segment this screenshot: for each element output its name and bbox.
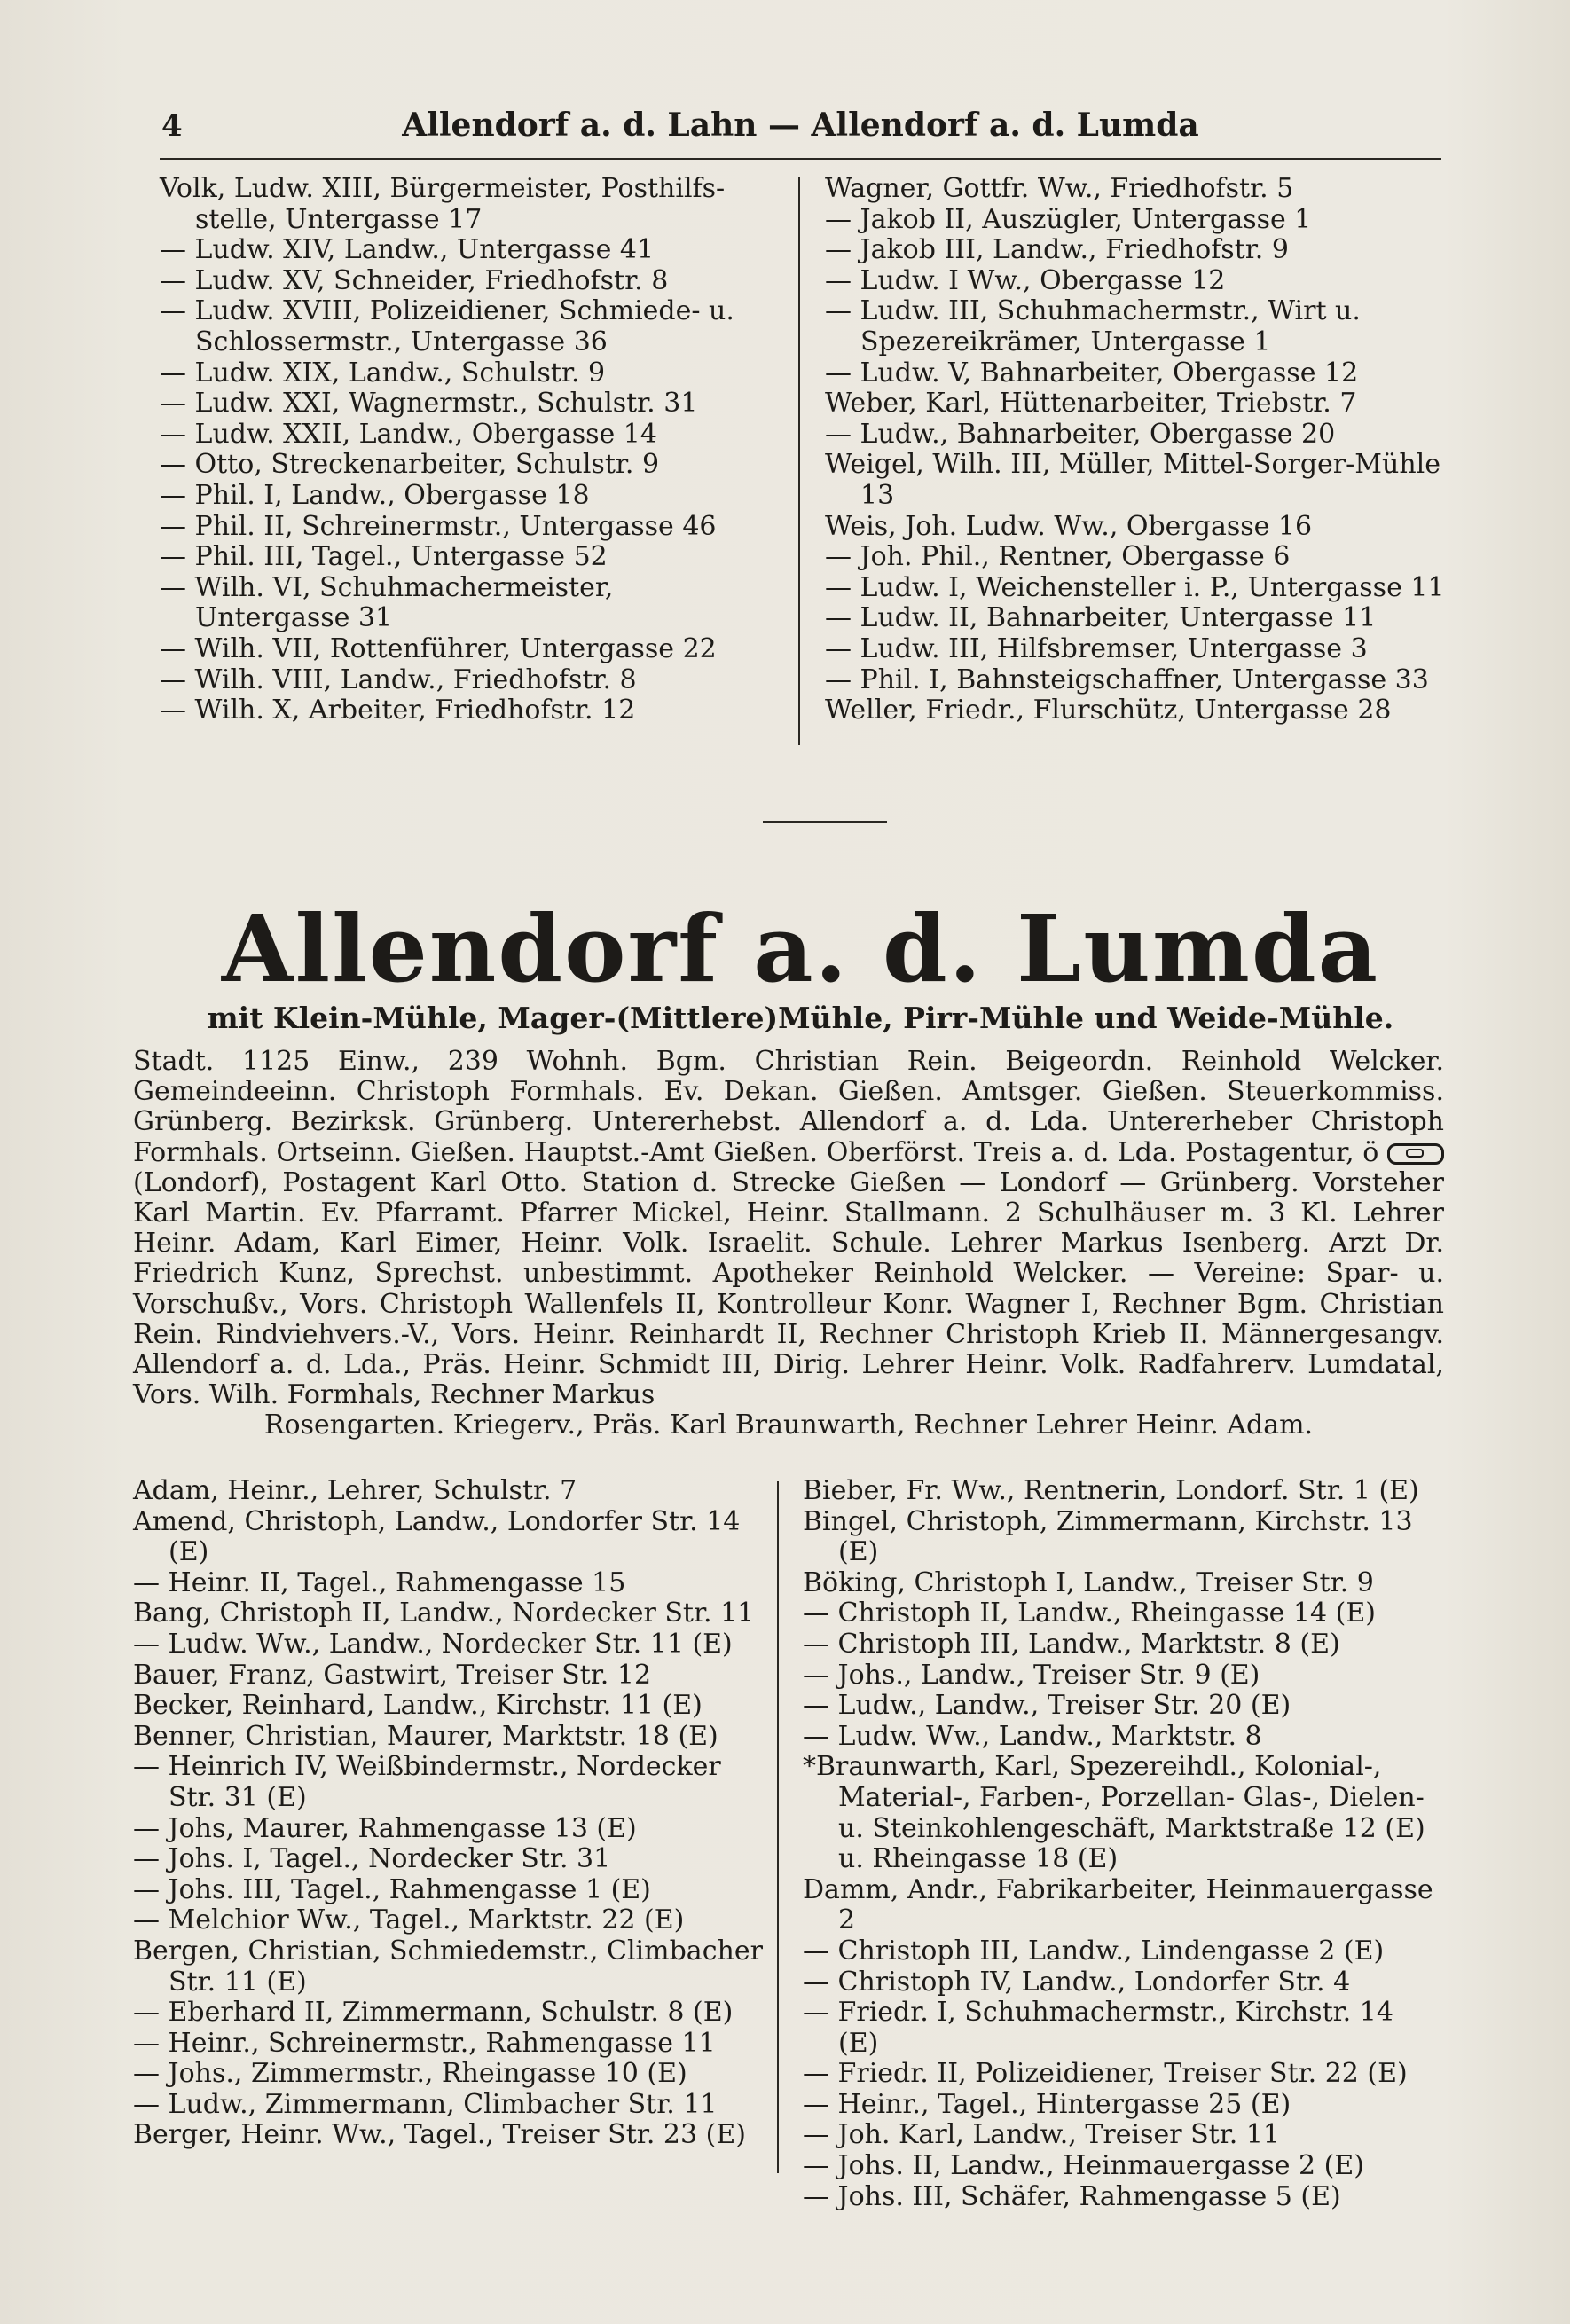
directory-entry: — Johs., Landw., Treiser Str. 9 (E) [803,1659,1260,1691]
directory-entry: Weber, Karl, Hüttenarbeiter, Triebstr. 7 [825,388,1357,420]
directory-entry: — Ludw. I Ww., Obergasse 12 [825,264,1226,296]
page-header [160,105,1441,160]
postal-icon [1387,1143,1444,1165]
directory-entry: Bingel, Christoph, Zimmermann, Kirchstr. 13 (E) [803,1505,1422,1568]
directory-entry: — Ludw. Ww., Landw., Marktstr. 8 [803,1720,1262,1752]
directory-entry: — Phil. III, Tagel., Untergasse 52 [160,541,608,573]
directory-entry: — Ludw. XXII, Landw., Obergasse 14 [160,418,657,450]
directory-column-bottom-right [803,1476,1441,2212]
directory-entry: — Wilh. VII, Rottenführer, Untergasse 22 [160,632,717,664]
directory-entry: — Johs. III, Tagel., Rahmengasse 1 (E) [133,1873,651,1905]
section-divider [763,821,887,823]
directory-entry: — Wilh. VI, Schuhmachermeister, Untergasse 31 [160,571,623,634]
directory-entry: — Ludw. XVIII, Polizeidiener, Schmiede- u. Schlossermstr., Untergasse 36 [160,295,743,357]
directory-entry: — Christoph III, Landw., Marktstr. 8 (E) [803,1628,1340,1660]
directory-entry: — Johs., Zimmermstr., Rheingasse 10 (E) [133,2058,687,2090]
directory-entry: — Otto, Streckenarbeiter, Schulstr. 9 [160,449,660,481]
directory-entry: — Ludw. V, Bahnarbeiter, Obergasse 12 [825,357,1359,389]
directory-entry: — Melchior Ww., Tagel., Marktstr. 22 (E) [133,1904,685,1936]
directory-entry: Damm, Andr., Fabrikarbeiter, Heinmauergasse 2 [803,1873,1442,1936]
directory-entry: — Ludw. XV, Schneider, Friedhofstr. 8 [160,264,669,296]
directory-entry: — Eberhard II, Zimmermann, Schulstr. 8 (E) [133,1997,734,2029]
directory-entry: — Jakob II, Auszügler, Untergasse 1 [825,203,1312,235]
directory-entry: — Jakob III, Landw., Friedhofstr. 9 [825,234,1289,266]
directory-entry: Bauer, Franz, Gastwirt, Treiser Str. 12 [133,1659,652,1691]
directory-entry: Bang, Christoph II, Landw., Nordecker Str. 11 [133,1598,755,1629]
section-subtitle: mit Klein-Mühle, Mager-(Mittlere)Mühle, Pirr-Mühle und Weide-Mühle. [207,1001,1394,1035]
town-info-paragraph [133,1047,1444,1441]
running-title: Allendorf a. d. Lahn — Allendorf a. d. Lumda [402,106,1199,144]
directory-entry: Benner, Christian, Maurer, Marktstr. 18 (E) [133,1720,718,1752]
directory-entry: — Ludw., Bahnarbeiter, Obergasse 20 [825,418,1336,450]
column-divider-top [798,177,800,745]
town-info-last-line: Rosengarten. Kriegerv., Präs. Karl Braunwarth, Rechner Lehrer Heinr. Adam. [263,1409,1314,1441]
directory-entry: — Ludw. III, Schuhmachermstr., Wirt u. Spezereikrämer, Untergasse 1 [825,295,1370,357]
directory-entry: — Johs, Maurer, Rahmengasse 13 (E) [133,1812,637,1844]
directory-entry: — Johs. II, Landw., Heinmauergasse 2 (E) [803,2150,1364,2182]
directory-entry: — Christoph II, Landw., Rheingasse 14 (E) [803,1598,1376,1629]
directory-entry: — Ludw. XIV, Landw., Untergasse 41 [160,234,655,266]
directory-column-bottom-left [133,1475,772,2151]
directory-entry: — Friedr. I, Schuhmachermstr., Kirchstr. 14 (E) [803,1997,1402,2059]
directory-entry: — Christoph III, Landw., Lindengasse 2 (E) [803,1935,1385,1967]
directory-entry: Berger, Heinr. Ww., Tagel., Treiser Str. 23 (E) [133,2119,746,2151]
directory-entry: — Johs. III, Schäfer, Rahmengasse 5 (E) [803,2180,1341,2212]
directory-entry: — Johs. I, Tagel., Nordecker Str. 31 [133,1843,611,1875]
town-info-text-2: (Londorf), Postagent Karl Otto. Station d. Strecke Gießen — Londorf — Grünberg. Vorsteher Karl Martin. Ev. Pfarramt. Pfarrer Mickel, Heinr. Stallmann. 2 Schulhäuser m. 3 Kl. Lehrer Heinr. Adam, Karl Eimer, Heinr. Volk. Israelit. Schule. Lehrer Markus Isenberg. Arzt Dr. Friedrich Kunz, Sprechst. unbestimmt. Apotheker Reinhold Welcker. — Vereine: Spar- u. Vorschußv., Vors. Christoph Wallenfels II, Kontrolleur Konr. Wagner I, Rechner Bgm. Christian Rein. Rindviehvers.-V., Vors. Heinr. Reinhardt II, Rechner Christoph Krieb II. Männergesangv. Allendorf a. d. Lda., Präs. Heinr. Schmidt III, Dirig. Lehrer Heinr. Volk. Radfahrerv. Lumdatal, Vors. Wilh. Formhals, Rechner Markus [133,1166,1444,1411]
directory-entry: — Phil. I, Landw., Obergasse 18 [160,479,590,511]
directory-column-top-left [160,174,756,726]
directory-entry: Bergen, Christian, Schmiedemstr., Climbacher Str. 11 (E) [133,1935,772,1998]
column-divider-bottom [777,1481,779,2173]
directory-entry: — Wilh. X, Arbeiter, Friedhofstr. 12 [160,695,636,726]
directory-entry: — Ludw., Landw., Treiser Str. 20 (E) [803,1690,1291,1722]
directory-entry: — Joh. Karl, Landw., Treiser Str. 11 [803,2119,1281,2151]
directory-entry: *Braunwarth, Karl, Spezereihdl., Kolonial-, Material-, Farben-, Porzellan- Glas-, Dielen- u. Steinkohlengeschäft, Marktstraße 12 (E) u. Rheingasse 18 (E) [803,1751,1434,1875]
directory-entry: — Joh. Phil., Rentner, Obergasse 6 [825,541,1291,573]
directory-column-top-right [825,173,1449,726]
directory-entry: Amend, Christoph, Landw., Londorfer Str. 14 (E) [133,1505,749,1568]
directory-entry: — Phil. II, Schreinermstr., Untergasse 46 [160,510,717,542]
directory-entry: — Christoph IV, Landw., Londorfer Str. 4 [803,1966,1351,1998]
directory-entry: — Ludw. III, Hilfsbremser, Untergasse 3 [825,632,1368,664]
directory-entry: — Ludw. Ww., Landw., Nordecker Str. 11 (E) [133,1628,733,1660]
directory-entry: Becker, Reinhard, Landw., Kirchstr. 11 (E) [133,1690,703,1722]
directory-entry: — Heinrich IV, Weißbindermstr., Nordecker Str. 31 (E) [133,1751,730,1813]
directory-entry: Weller, Friedr., Flurschütz, Untergasse 28 [825,695,1392,726]
directory-entry: Weis, Joh. Ludw. Ww., Obergasse 16 [825,510,1313,542]
directory-entry: — Wilh. VIII, Landw., Friedhofstr. 8 [160,663,637,695]
town-info-text-1: Stadt. 1125 Einw., 239 Wohnh. Bgm. Christian Rein. Beigeordn. Reinhold Welcker. Gemeindeeinn. Christoph Formhals. Ev. Dekan. Gießen. Amtsger. Gießen. Steuerkommiss. Grünberg. Bezirksk. Grünberg. Untererhebst. Allendorf a. d. Lda. Untererheber Christoph Formhals. Ortseinn. Gießen. Hauptst.-Amt Gießen. Oberförst. Treis a. d. Lda. Postagentur, ö [133,1046,1444,1168]
directory-entry: — Ludw. I, Weichensteller i. P., Untergasse 11 [825,571,1445,603]
directory-entry: Adam, Heinr., Lehrer, Schulstr. 7 [133,1475,577,1506]
section-title: Allendorf a. d. Lumda [221,894,1380,1003]
directory-entry: — Heinr., Tagel., Hintergasse 25 (E) [803,2088,1291,2120]
directory-entry: — Ludw. II, Bahnarbeiter, Untergasse 11 [825,602,1377,634]
directory-entry: Volk, Ludw. XIII, Bürgermeister, Posthilfs-stelle, Untergasse 17 [160,173,726,235]
directory-entry: — Friedr. II, Polizeidiener, Treiser Str. 22 (E) [803,2058,1408,2090]
directory-entry: — Ludw. XIX, Landw., Schulstr. 9 [160,357,606,389]
directory-entry: — Ludw., Zimmermann, Climbacher Str. 11 [133,2088,718,2120]
page-number: 4 [161,108,183,144]
directory-entry: — Heinr., Schreinermstr., Rahmengasse 11 [133,2027,716,2059]
directory-entry: Wagner, Gottfr. Ww., Friedhofstr. 5 [825,173,1294,204]
directory-entry: — Heinr. II, Tagel., Rahmengasse 15 [133,1566,626,1598]
directory-entry: Weigel, Wilh. III, Müller, Mittel-Sorger-Mühle 13 [825,449,1449,511]
directory-entry: Bieber, Fr. Ww., Rentnerin, Londorf. Str. 1 (E) [803,1475,1419,1506]
directory-entry: Böking, Christoph I, Landw., Treiser Str. 9 [803,1566,1374,1598]
directory-entry: — Phil. I, Bahnsteigschaffner, Untergasse 33 [825,663,1429,695]
directory-entry: — Ludw. XXI, Wagnermstr., Schulstr. 31 [160,388,698,420]
